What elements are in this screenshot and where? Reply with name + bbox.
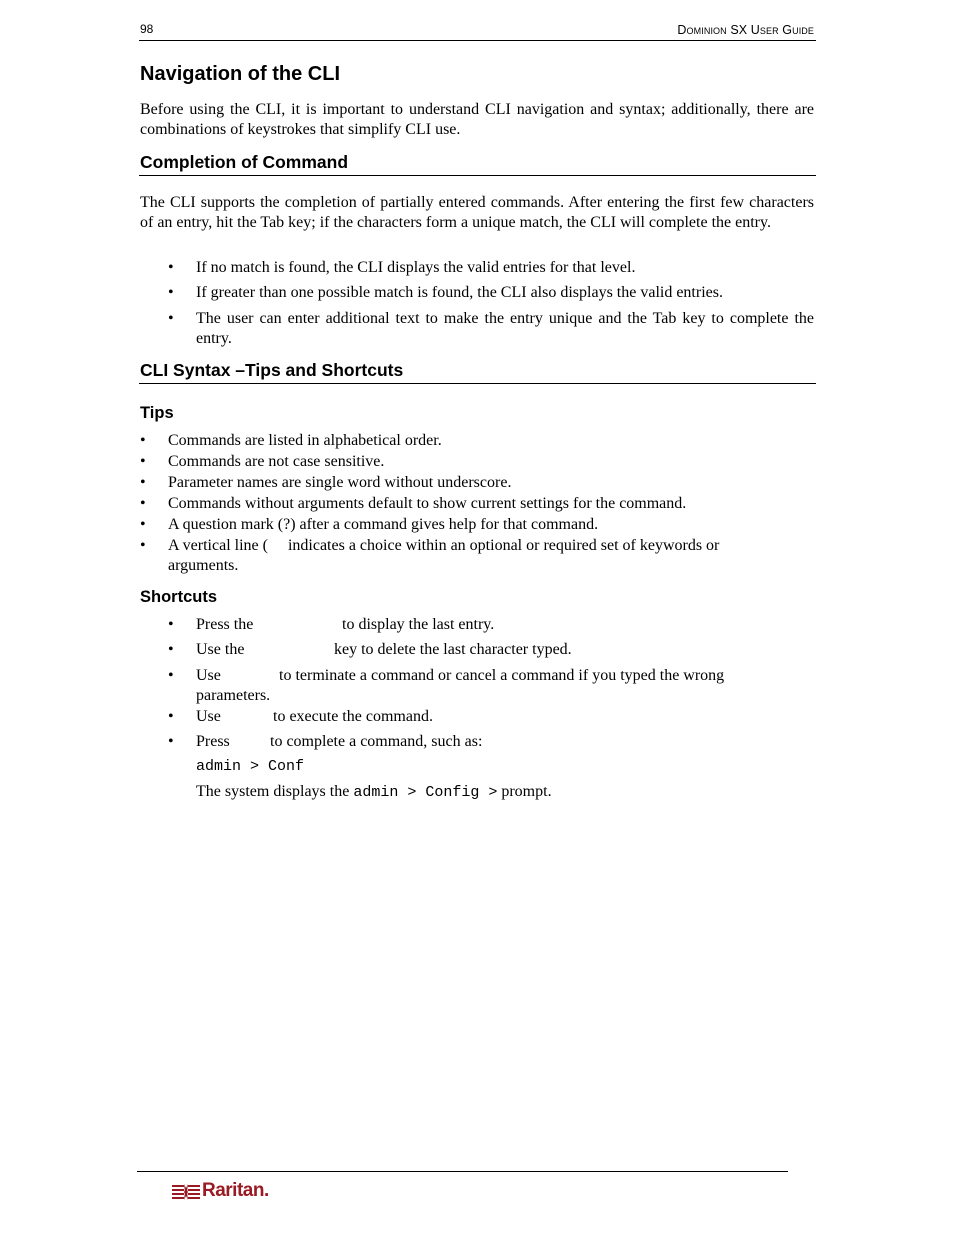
completion-paragraph: The CLI supports the completion of partially entered commands. After entering the first few characters of an entry, hit the Tab key; if the characters form a unique match, the CLI will complete the entry. [140,194,814,231]
raritan-logo-icon [172,1182,202,1204]
intro-paragraph: Before using the CLI, it is important to understand CLI navigation and syntax; additionally, there are combinations of keystrokes that simplify CLI use. [140,101,814,138]
raritan-logo-text: Raritan. [202,1180,269,1201]
page-header [139,22,816,41]
result-text-post: prompt. [501,783,552,800]
result-line [196,782,814,803]
page-number: 98 [140,22,154,36]
example-code: admin > Conf [196,758,305,775]
shortcuts-heading: Shortcuts [140,588,218,606]
completion-heading: Completion of Command [139,152,816,176]
raritan-logo [172,1180,282,1204]
guide-title: Dominion SX User Guide [677,23,814,37]
tips-heading: Tips [140,404,174,422]
footer-rule [137,1171,788,1172]
section-title: Navigation of the CLI [140,63,340,85]
syntax-heading: CLI Syntax –Tips and Shortcuts [139,360,816,384]
result-code: admin > Config > [353,784,498,801]
result-text-pre: The system displays the [196,783,350,800]
